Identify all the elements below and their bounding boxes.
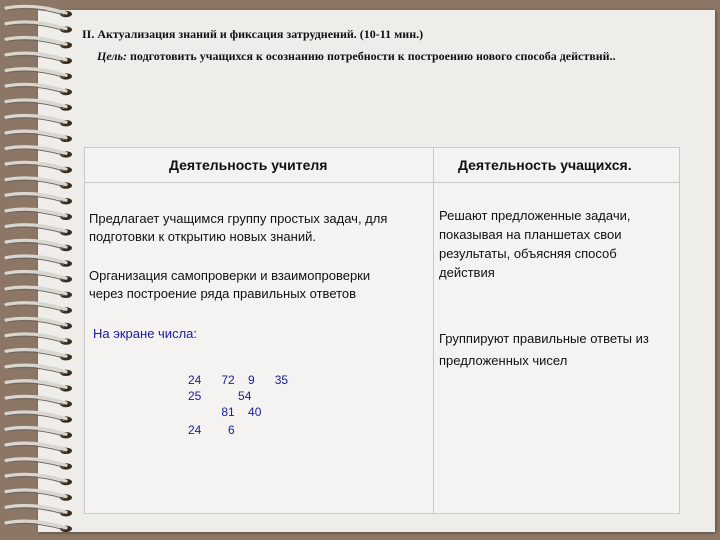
teacher-text-1: Предлагает учащимся группу простых задач, для подготовки к открытию новых знаний. [89,211,388,244]
column-divider [433,148,434,513]
activity-table [84,147,680,514]
goal-label: Цель: [97,49,127,63]
students-column-header: Деятельность учащихся. [458,157,632,173]
students-text-2: Группируют правильные ответы из предложенных чисел [439,331,649,368]
students-text-1: Решают предложенные задачи, показывая на планшетах свои результаты, объясняя способ действия [439,208,631,280]
goal-text: подготовить учащихся к осознанию потребности к построению нового способа действий.. [130,49,616,63]
teacher-text-2: Организация самопроверки и взаимопроверки через построение ряда правильных ответов [89,268,371,301]
numbers-row-4: 24 6 [188,423,235,437]
table-header-row [85,148,679,183]
section-heading: II. Актуализация знаний и фиксация затруднений. (10-11 мин.) [82,27,424,41]
numbers-row-1: 24 72 9 35 [188,373,289,387]
teacher-column-header: Деятельность учителя [169,157,328,173]
numbers-row-2: 25 54 [188,389,252,403]
screen-numbers-label: На экране числа: [93,326,197,341]
spiral-binding [0,0,80,540]
goal-line [97,49,707,64]
numbers-row-3: 81 40 [188,405,262,419]
